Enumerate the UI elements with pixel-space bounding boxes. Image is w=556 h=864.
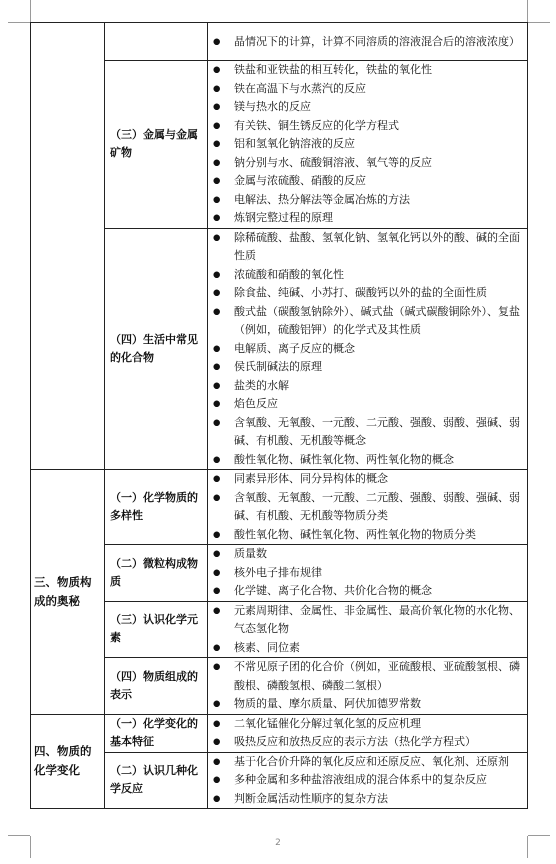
table-row [31, 545, 528, 602]
crop-mark-bottom-left-h [8, 835, 30, 836]
subcategory-metal-minerals [105, 61, 208, 229]
list-item: ● 吸热反应和放热反应的表示方法（热化学方程式） [234, 733, 524, 752]
subcategory-title: （二）微粒构成物质 [110, 556, 198, 588]
list-item: ● 同素异形体、同分异构体的概念 [234, 470, 524, 489]
subcategory-title: （二）认识几种化学反应 [110, 764, 198, 796]
list-item: ● 含氧酸、无氧酸、一元酸、二元酸、强酸、弱酸、强碱、弱碱、有机酸、无机酸等概念 [234, 414, 524, 451]
list-item: ● 浓硫酸和硝酸的氧化性 [234, 266, 524, 285]
category-title: 三、物质构成的奥秘 [34, 574, 92, 608]
list-item: ● 除稀硫酸、盐酸、氢氧化钠、氢氧化钙以外的酸、碱的全面性质 [234, 229, 524, 266]
list-item: ● 质量数 [234, 545, 524, 564]
list-item: ● 除食盐、纯碱、小苏打、碳酸钙以外的盐的全面性质 [234, 284, 524, 303]
list-item: ● 炼钢完整过程的原理 [234, 209, 524, 228]
subcategory-title: （一）化学变化的基本特征 [110, 717, 198, 748]
content-cell [208, 228, 528, 470]
category-title: 四、物质的化学变化 [34, 744, 92, 778]
subcategory-title: （三）金属与金属矿物 [110, 128, 198, 160]
continued-text: ● 晶情况下的计算，计算不同溶质的溶液混合后的溶液浓度） [234, 33, 524, 52]
list-item: ● 电解法、热分解法等金属冶炼的方法 [234, 191, 524, 210]
item-list [208, 658, 527, 714]
category-cell-matter-structure [31, 470, 105, 715]
list-item: ● 化学键、离子化合物、共价化合物的概念 [234, 582, 524, 601]
content-cell [208, 601, 528, 658]
list-item: ● 二氧化锰催化分解过氧化氢的反应机理 [234, 715, 524, 734]
list-item: ● 酸式盐（碳酸氢钠除外）、碱式盐（碱式碳酸铜除外）、复盐（例如，硫酸铝钾）的化学式及其性质 [234, 303, 524, 340]
subcategory-cell-empty [105, 23, 208, 61]
continued-list [208, 32, 527, 52]
subcategory-title: （一）化学物质的多样性 [110, 491, 198, 522]
content-cell [208, 61, 528, 229]
crop-mark-top-right [527, 0, 528, 22]
list-item: ● 电解质、离子反应的概念 [234, 340, 524, 359]
table-row [31, 752, 528, 809]
item-list [208, 715, 527, 752]
list-item: ● 不常见原子团的化合价（例如，亚硫酸根、亚硫酸氢根、磷酸根、磷酸氢根、磷酸二氢根） [234, 658, 524, 695]
subcategory-particles [105, 545, 208, 602]
list-item: ● 盐类的水解 [234, 377, 524, 396]
list-item: ● 核素、同位素 [234, 639, 524, 658]
item-list [208, 545, 527, 601]
list-item: ● 含氧酸、无氧酸、一元酸、二元酸、强酸、弱酸、强碱、弱碱、有机酸、无机酸等物质分类 [234, 489, 524, 526]
list-item: ● 物质的量、摩尔质量、阿伏加德罗常数 [234, 695, 524, 714]
list-item: ● 钠分别与水、硫酸铜溶液、氧气等的反应 [234, 154, 524, 173]
content-cell [208, 658, 528, 715]
item-list [208, 753, 527, 809]
crop-mark-top-right-h [528, 22, 550, 23]
list-item: ● 铁盐和亚铁盐的相互转化，铁盐的氧化性 [234, 61, 524, 80]
crop-mark-top-left-h [8, 22, 30, 23]
list-item: ● 铁在高温下与水蒸汽的反应 [234, 80, 524, 99]
content-cell [208, 714, 528, 752]
content-cell [208, 545, 528, 602]
category-cell-continued [31, 23, 105, 470]
table-row [31, 61, 528, 229]
page-number: 2 [275, 838, 281, 848]
table-row [31, 714, 528, 752]
subcategory-common-compounds [105, 228, 208, 470]
item-list [208, 229, 527, 470]
subcategory-title: （四）生活中常见的化合物 [110, 332, 198, 364]
subcategory-composition [105, 658, 208, 715]
table-row [31, 601, 528, 658]
table-row [31, 23, 528, 61]
curriculum-table [30, 22, 528, 809]
table-row [31, 228, 528, 470]
list-item: ● 酸性氧化物、碱性氧化物、两性氧化物的物质分类 [234, 526, 524, 545]
category-cell-chemical-change [31, 714, 105, 809]
item-list [208, 602, 527, 658]
item-list [208, 470, 527, 544]
list-item: ● 核外电子排布规律 [234, 564, 524, 583]
subcategory-elements [105, 601, 208, 658]
list-item: ● 元素周期律、金属性、非金属性、最高价氧化物的水化物、气态氢化物 [234, 602, 524, 639]
content-cell [208, 470, 528, 545]
crop-mark-top-left [30, 0, 31, 22]
list-item: ● 有关铁、铜生锈反应的化学方程式 [234, 117, 524, 136]
table-row [31, 470, 528, 545]
list-item: ● 基于化合价升降的氧化反应和还原反应、氧化剂、还原剂 [234, 753, 524, 772]
subcategory-basic-features [105, 714, 208, 752]
content-cell [208, 752, 528, 809]
list-item: ● 侯氏制碱法的原理 [234, 358, 524, 377]
subcategory-title: （四）物质组成的表示 [110, 669, 198, 701]
list-item: ● 酸性氧化物、碱性氧化物、两性氧化物的概念 [234, 451, 524, 470]
list-item: ● 金属与浓硫酸、硝酸的反应 [234, 172, 524, 191]
list-item: ● 焰色反应 [234, 395, 524, 414]
crop-mark-bottom-right-h [528, 835, 550, 836]
list-item: ● 铝和氢氧化钠溶液的反应 [234, 135, 524, 154]
subcategory-diversity [105, 470, 208, 545]
content-cell-continued [208, 23, 528, 61]
subcategory-title: （三）认识化学元素 [110, 613, 198, 645]
item-list [208, 61, 527, 228]
list-item: ● 镁与热水的反应 [234, 98, 524, 117]
list-item: ● 多种金属和多种盐溶液组成的混合体系中的复杂反应 [234, 771, 524, 790]
subcategory-reactions [105, 752, 208, 809]
list-item: ● 判断金属活动性顺序的复杂方法 [234, 790, 524, 809]
table-row [31, 658, 528, 715]
